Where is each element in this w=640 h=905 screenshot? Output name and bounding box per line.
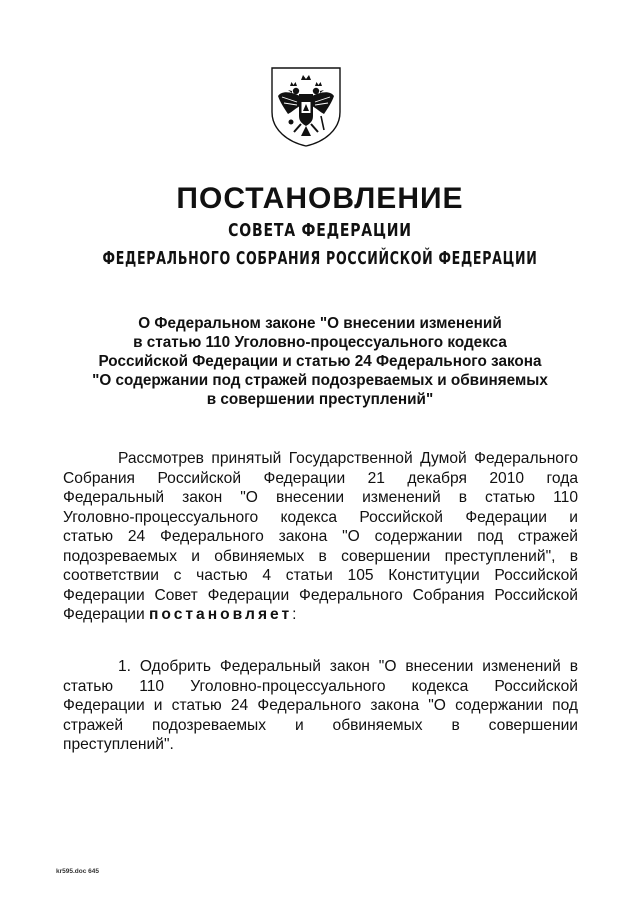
document-reference: kr595.doc 645 (56, 868, 100, 875)
paragraph-line: Федерации Совет Федерации Федерального Собрания Российской (63, 586, 578, 604)
paragraph-line: статью 110 Уголовно-процессуального кодекса Российской (63, 677, 578, 695)
paragraph-line: Уголовно-процессуального кодекса Российской Федерации и (63, 508, 578, 526)
paragraph-line: 1. Одобрить Федеральный закон "О внесении изменений в (118, 658, 578, 675)
decision-line (63, 605, 578, 625)
paragraph-line: стражей подозреваемых и обвиняемых в совершении (63, 716, 578, 734)
decision-word: постановляет (149, 606, 293, 623)
paragraph-line: Федерации и статью 24 Федерального закона "О содержании под (63, 697, 578, 714)
russian-coat-of-arms-icon (268, 66, 344, 148)
subject-line: О Федеральном законе "О внесении изменений (138, 315, 502, 332)
paragraph-line: преступлений". (63, 736, 174, 753)
decision-suffix: : (292, 606, 297, 623)
paragraph-line: статью 24 Федерального закона "О содержании под стражей (63, 528, 578, 545)
subject-line: "О содержании под стражей подозреваемых и обвиняемых (92, 372, 548, 389)
resolution-subject (60, 314, 580, 409)
paragraph-line: Рассмотрев принятый Государственной Думой Федерального (118, 450, 578, 467)
decision-prefix: Федерации (63, 606, 149, 623)
issuer-line-2: ФЕДЕРАЛЬНОГО СОБРАНИЯ РОССИЙСКОЙ ФЕДЕРАЦИИ (102, 248, 538, 269)
paragraph-line: соответствии с частью 4 статьи 105 Конституции Российской (63, 567, 578, 584)
subject-line: Российской Федерации и статью 24 Федерального закона (98, 353, 542, 370)
resolution-item-1 (63, 657, 578, 755)
paragraph-line: Собрания Российской Федерации 21 декабря 2010 года (63, 469, 578, 487)
preamble-paragraph (63, 449, 578, 625)
document-title: ПОСТАНОВЛЕНИЕ (176, 182, 464, 215)
subject-line: в совершении преступлений" (206, 391, 434, 408)
issuer-line-1: СОВЕТА ФЕДЕРАЦИИ (228, 220, 412, 241)
paragraph-line: подозреваемых и обвиняемых в совершении преступлений", в (63, 547, 578, 565)
paragraph-line: Федеральный закон "О внесении изменений в статью 110 (63, 489, 578, 506)
subject-line: в статью 110 Уголовно-процессуального кодекса (133, 334, 507, 351)
